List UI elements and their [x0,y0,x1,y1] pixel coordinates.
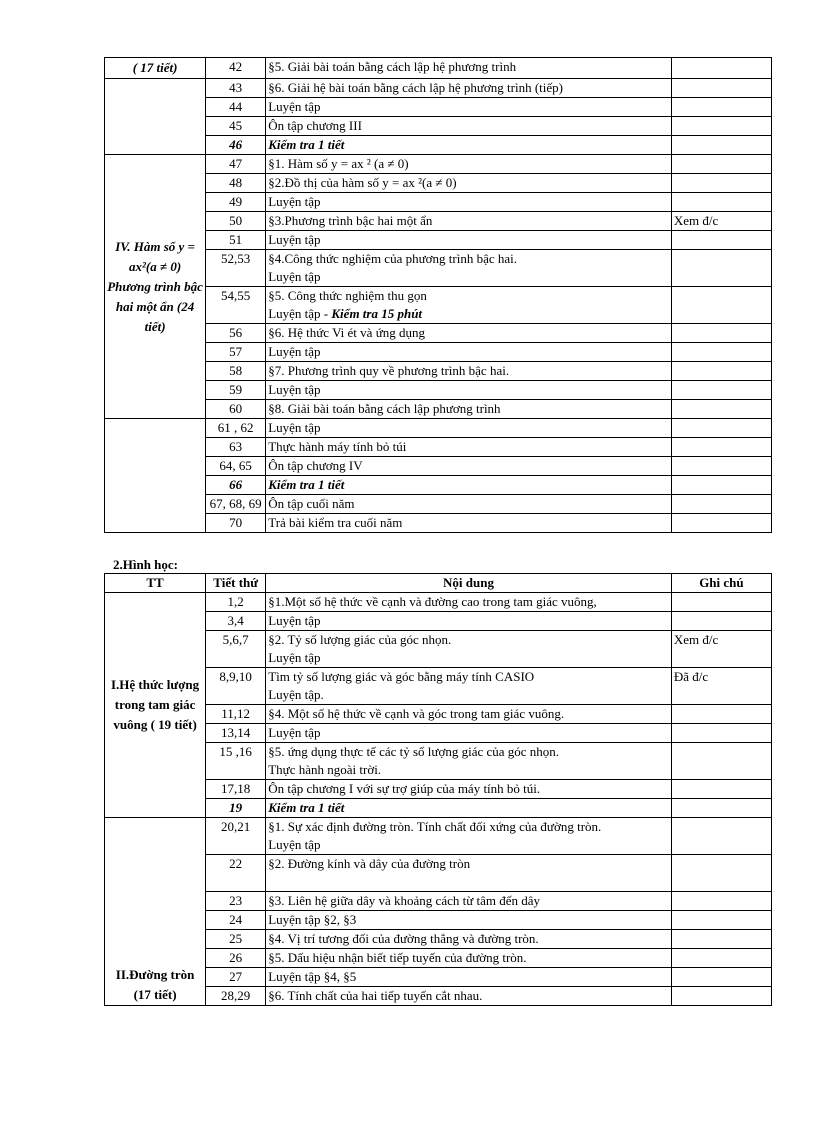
lesson-number: 17,18 [206,780,266,799]
header-row [105,574,772,593]
lesson-number: 56 [206,324,266,343]
content-line: §1. Sự xác định đường tròn. Tính chất đối xứng của đường tròn. [268,819,602,834]
lesson-number: 42 [206,58,266,79]
lesson-content: Luyện tập [266,193,672,212]
lesson-content: Ôn tập chương III [266,117,672,136]
lesson-number: 58 [206,362,266,381]
lesson-note [671,743,771,780]
lesson-content: §4. Một số hệ thức về cạnh và góc trong tam giác vuông. [266,705,672,724]
lesson-note [671,514,771,533]
lesson-content: §3. Liên hệ giữa dây và khoảng cách từ tâm đến dây [266,892,672,911]
lesson-number: 48 [206,174,266,193]
lesson-note [671,419,771,438]
lesson-number: 15 ,16 [206,743,266,780]
algebra-table [104,57,772,533]
lesson-note [671,136,771,155]
lesson-content: Ôn tập cuối năm [266,495,672,514]
lesson-number: 54,55 [206,287,266,324]
chapter-title: II.Đường tròn (17 tiết) [115,967,195,1002]
lesson-content: §1. Hàm số y = ax ² (a ≠ 0) [266,155,672,174]
lesson-note [671,324,771,343]
lesson-number: 57 [206,343,266,362]
lesson-note [671,58,771,79]
lesson-content: Luyện tập [266,343,672,362]
content-line: Luyện tập [268,650,321,665]
lesson-content: §2.Đồ thị của hàm số y = ax ²(a ≠ 0) [266,174,672,193]
content-line: Luyện tập. [268,687,324,702]
lesson-number: 61 , 62 [206,419,266,438]
lesson-note [671,476,771,495]
geometry-heading: 2.Hình học: [113,557,179,572]
lesson-number: 13,14 [206,724,266,743]
lesson-content: Luyện tập [266,724,672,743]
lesson-note: Đã đ/c [671,668,771,705]
lesson-note [671,438,771,457]
chapter-title: I.Hệ thức lượng trong tam giác vuông ( 19 tiết) [110,677,200,732]
lesson-content: Trả bài kiểm tra cuối năm [266,514,672,533]
lesson-number: 67, 68, 69 [206,495,266,514]
lesson-content: Thực hành máy tính bỏ túi [266,438,672,457]
table-row [105,593,772,612]
lesson-number: 20,21 [206,818,266,855]
lesson-note [671,287,771,324]
table-row [105,419,772,438]
lesson-content: §6. Giải hệ bài toán bằng cách lập hệ phương trình (tiếp) [266,79,672,98]
lesson-note [671,343,771,362]
content-line: §4.Công thức nghiệm của phương trình bậc hai. [268,251,517,266]
lesson-content: §7. Phương trình quy về phương trình bậc hai. [266,362,672,381]
lesson-note [671,155,771,174]
lesson-content: Luyện tập [266,612,672,631]
chapter-cell-empty [105,419,206,533]
lesson-note [671,705,771,724]
lesson-content [266,631,672,668]
lesson-note [671,968,771,987]
chapter-cell: ( 17 tiết) [105,58,206,79]
lesson-number: 22 [206,855,266,892]
lesson-content: Luyện tập [266,419,672,438]
chapter-cell [105,593,206,818]
lesson-content: Kiểm tra 1 tiết [266,476,672,495]
content-line: Luyện tập [268,837,321,852]
lesson-content: §1.Một số hệ thức về cạnh và đường cao trong tam giác vuông, [266,593,672,612]
lesson-number: 64, 65 [206,457,266,476]
lesson-note [671,193,771,212]
lesson-note [671,818,771,855]
lesson-content: Luyện tập §2, §3 [266,911,672,930]
content-line: §5. Công thức nghiệm thu gọn [268,288,427,303]
content-text: Luyện tập - [268,306,332,321]
lesson-content [266,668,672,705]
content-line: §2. Đường kính và dây của đường tròn [268,856,471,871]
lesson-note [671,724,771,743]
lesson-number: 1,2 [206,593,266,612]
lesson-content: Kiểm tra 1 tiết [266,799,672,818]
lesson-content: Luyện tập [266,381,672,400]
lesson-content: §5. Giải bài toán bằng cách lập hệ phương trình [266,58,672,79]
table-row [105,818,772,855]
content-line: Luyện tập [268,269,321,284]
lesson-note: Xem đ/c [671,631,771,668]
table-row [105,155,772,174]
lesson-number: 24 [206,911,266,930]
chapter-cell [105,155,206,419]
lesson-content [266,818,672,855]
content-line: Thực hành ngoài trời. [268,762,382,777]
lesson-number: 28,29 [206,987,266,1006]
lesson-content: §4. Vị trí tương đối của đường thẳng và đường tròn. [266,930,672,949]
lesson-content [266,855,672,892]
lesson-number: 25 [206,930,266,949]
lesson-number: 47 [206,155,266,174]
content-line: Tìm tỷ số lượng giác và góc bằng máy tính CASIO [268,669,535,684]
table-row [105,79,772,98]
lesson-note [671,250,771,287]
lesson-number: 44 [206,98,266,117]
lesson-content: Ôn tập chương I với sự trợ giúp của máy tính bỏ túi. [266,780,672,799]
lesson-note [671,892,771,911]
lesson-note: Xem đ/c [671,212,771,231]
lesson-note [671,174,771,193]
lesson-number: 26 [206,949,266,968]
lesson-content: Ôn tập chương IV [266,457,672,476]
lesson-note [671,362,771,381]
lesson-note [671,949,771,968]
lesson-number: 59 [206,381,266,400]
lesson-number: 63 [206,438,266,457]
table-row [105,58,772,79]
lesson-number: 11,12 [206,705,266,724]
lesson-number: 43 [206,79,266,98]
lesson-number: 51 [206,231,266,250]
lesson-note [671,987,771,1006]
header-noi-dung: Nội dung [266,574,672,593]
lesson-number: 50 [206,212,266,231]
lesson-note [671,495,771,514]
lesson-note [671,231,771,250]
lesson-number: 19 [206,799,266,818]
lesson-note [671,911,771,930]
lesson-content: §6. Hệ thức Vi ét và ứng dụng [266,324,672,343]
lesson-number: 23 [206,892,266,911]
lesson-note [671,799,771,818]
lesson-number: 27 [206,968,266,987]
lesson-content [266,250,672,287]
header-tiet: Tiết thứ [206,574,266,593]
lesson-content: Luyện tập [266,231,672,250]
lesson-content [266,287,672,324]
lesson-note [671,593,771,612]
content-line [268,873,669,891]
lesson-note [671,930,771,949]
lesson-content [266,743,672,780]
content-line: §5. ứng dụng thực tế các tỷ số lượng giác của góc nhọn. [268,744,560,759]
lesson-number: 60 [206,400,266,419]
lesson-content: §8. Giải bài toán bằng cách lập phương trình [266,400,672,419]
lesson-content: Luyện tập §4, §5 [266,968,672,987]
lesson-content: §5. Dấu hiệu nhận biết tiếp tuyến của đường tròn. [266,949,672,968]
chapter-cell-empty [105,79,206,155]
lesson-note [671,457,771,476]
lesson-note [671,780,771,799]
lesson-number: 46 [206,136,266,155]
lesson-content: §6. Tính chất của hai tiếp tuyến cắt nhau. [266,987,672,1006]
lesson-content: Luyện tập [266,98,672,117]
lesson-note [671,855,771,892]
lesson-number: 66 [206,476,266,495]
lesson-number: 8,9,10 [206,668,266,705]
lesson-note [671,381,771,400]
lesson-number: 5,6,7 [206,631,266,668]
lesson-number: 52,53 [206,250,266,287]
content-line [268,305,669,323]
lesson-number: 70 [206,514,266,533]
content-line: §2. Tỷ số lượng giác của góc nhọn. [268,632,452,647]
header-ghi-chu: Ghi chú [671,574,771,593]
test-label: Kiểm tra 15 phút [331,306,423,321]
chapter-cell [105,818,206,1006]
lesson-content: §3.Phương trình bậc hai một ẩn [266,212,672,231]
lesson-number: 49 [206,193,266,212]
lesson-note [671,117,771,136]
lesson-note [671,400,771,419]
lesson-note [671,98,771,117]
chapter-title: IV. Hàm số y = ax²(a ≠ 0) Phương trình bậc hai một ẩn (24 tiết) [107,238,203,334]
header-tt: TT [105,574,206,593]
lesson-note [671,612,771,631]
lesson-note [671,79,771,98]
lesson-content: Kiểm tra 1 tiết [266,136,672,155]
geometry-table [104,573,772,1006]
lesson-number: 45 [206,117,266,136]
lesson-number: 3,4 [206,612,266,631]
